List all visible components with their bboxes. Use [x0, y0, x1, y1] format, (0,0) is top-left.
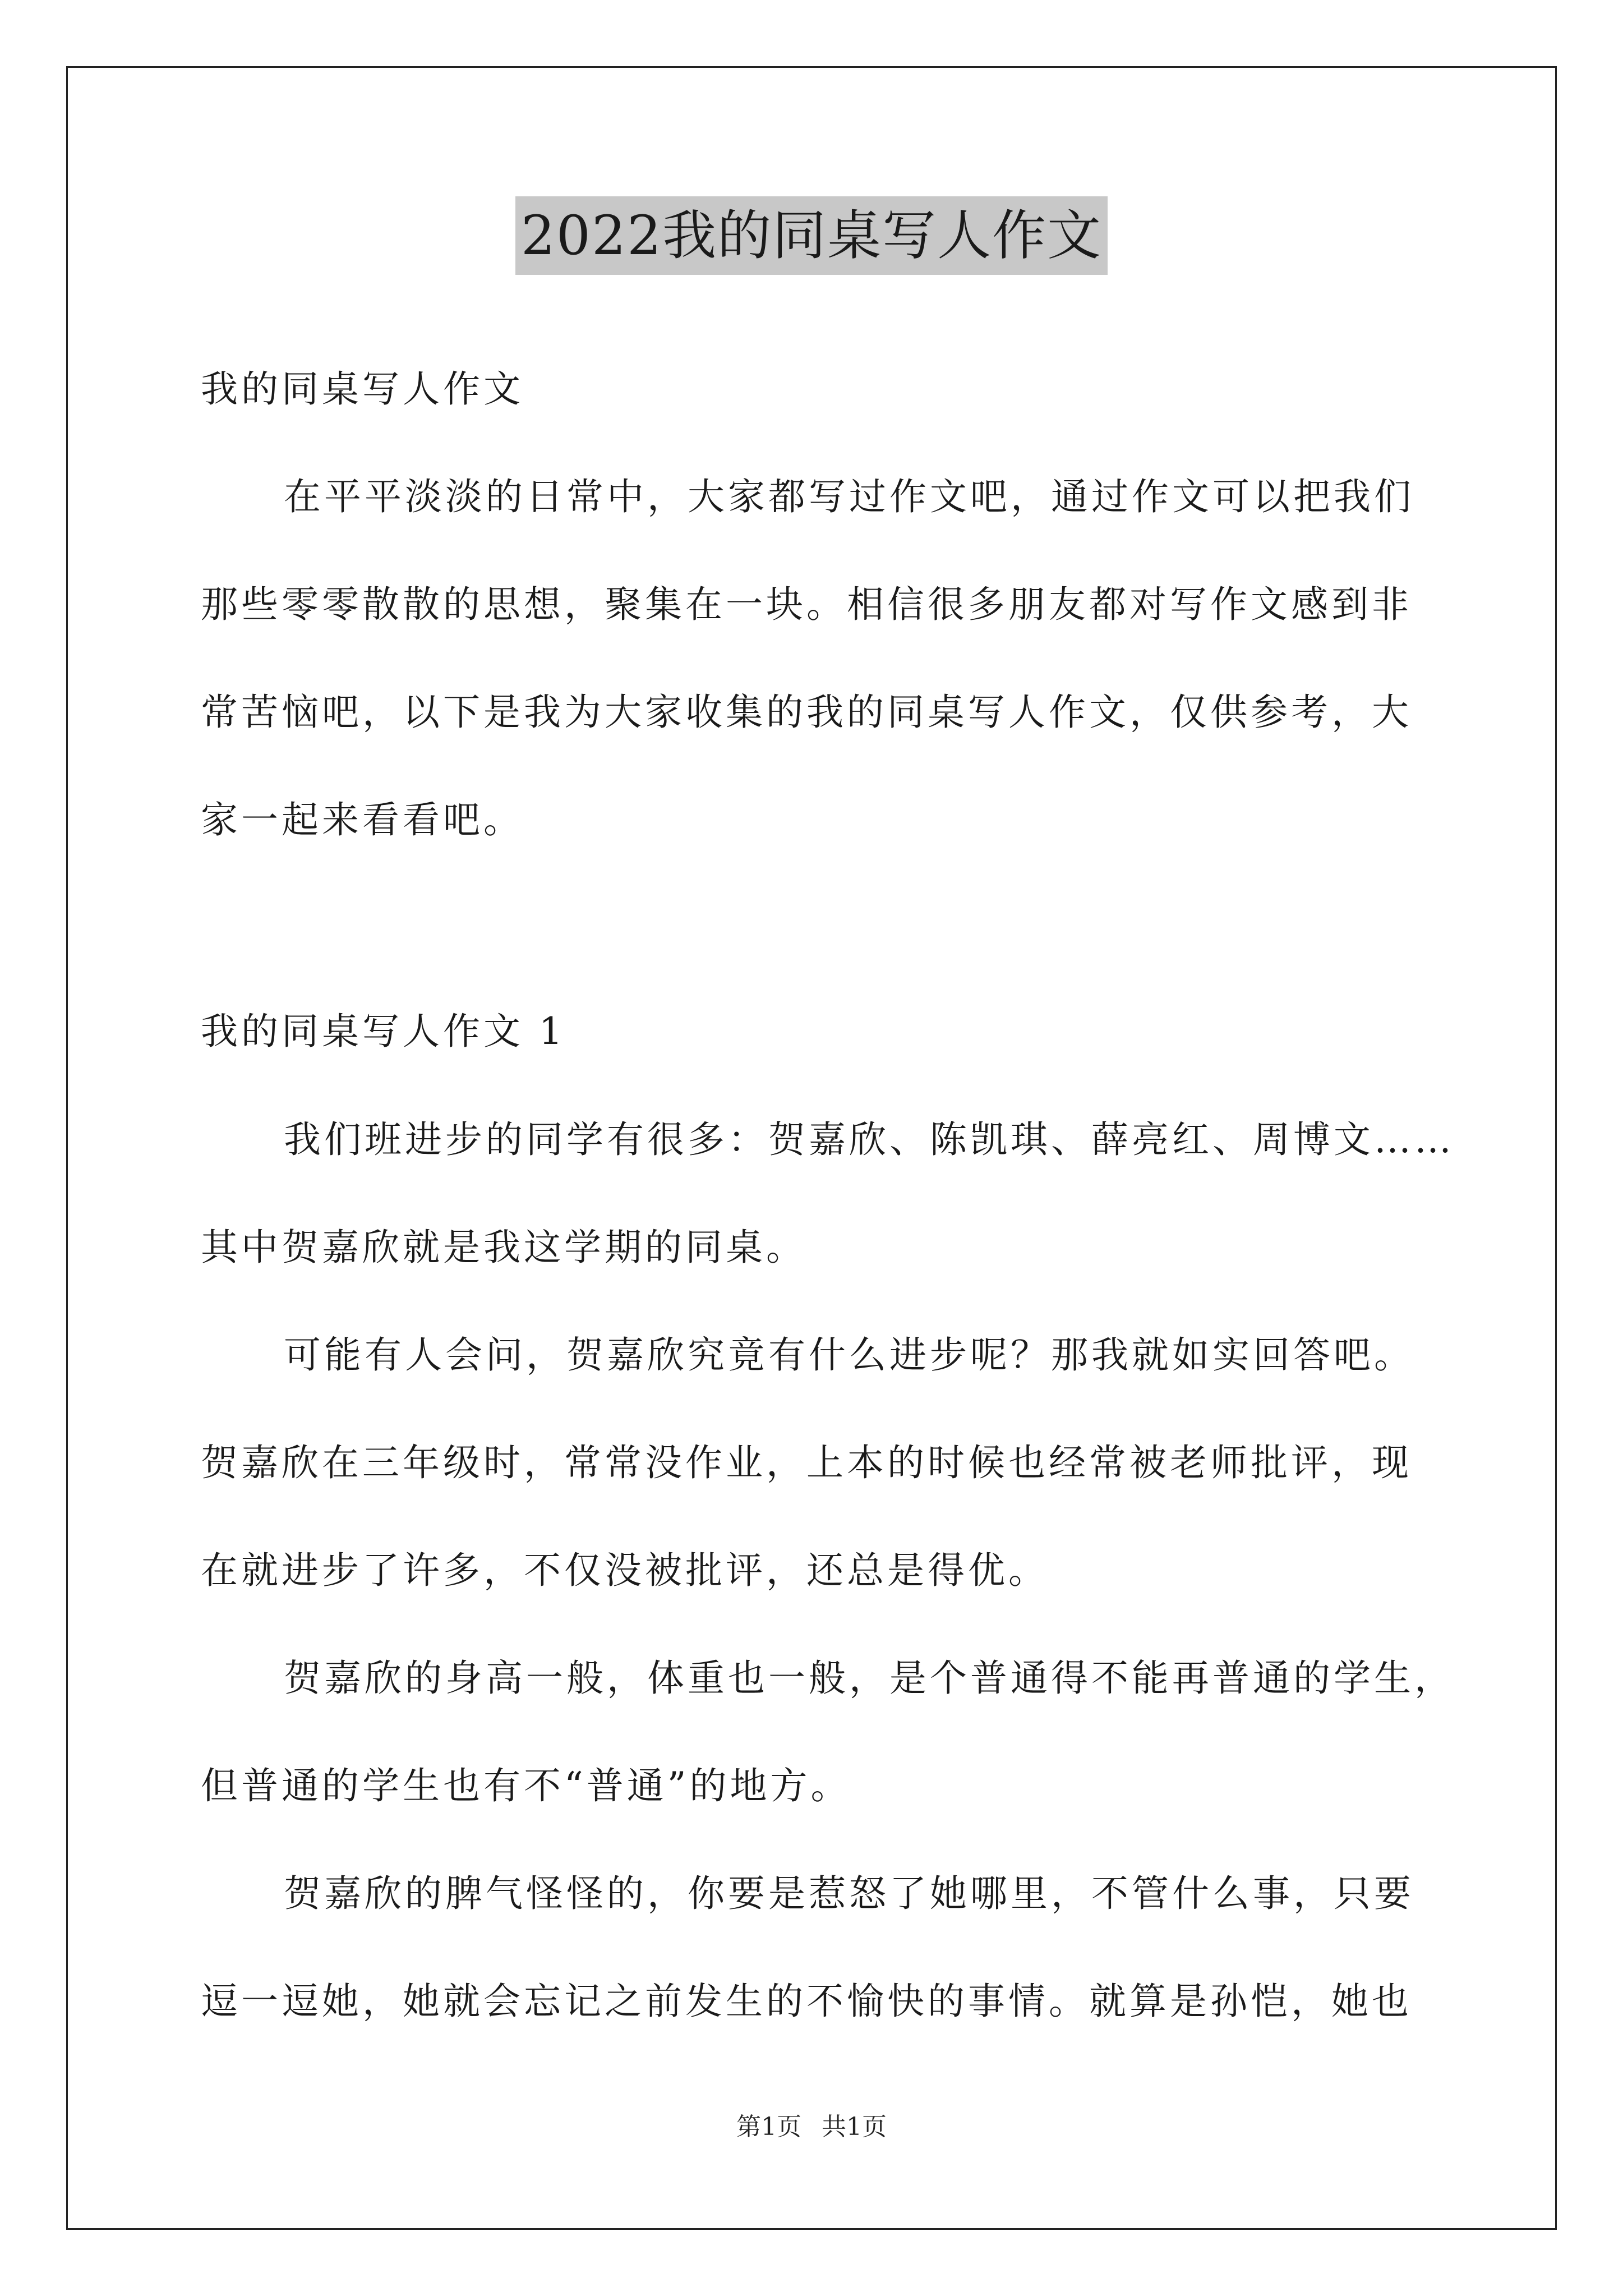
body-line: 在就进步了许多，不仅没被批评，还总是得优。	[201, 1549, 1049, 1592]
intro-line: 那些零零散散的思想，聚集在一块。相信很多朋友都对写作文感到非	[201, 583, 1412, 626]
intro-line: 常苦恼吧，以下是我为大家收集的我的同桌写人作文，仅供参考，大	[201, 691, 1412, 734]
intro-line: 在平平淡淡的日常中，大家都写过作文吧，通过作文可以把我们	[284, 475, 1414, 518]
body-line: 逗一逗她，她就会忘记之前发生的不愉快的事情。就算是孙恺，她也	[201, 1980, 1412, 2023]
document-title: 2022我的同桌写人作文	[515, 196, 1108, 275]
page-number: 第1页	[736, 2113, 801, 2141]
section-heading: 我的同桌写人作文 1	[201, 1010, 566, 1053]
page-total: 共1页	[822, 2113, 887, 2141]
body-line: 其中贺嘉欣就是我这学期的同桌。	[201, 1226, 806, 1269]
title-block	[0, 196, 1623, 275]
body-line: 贺嘉欣的脾气怪怪的，你要是惹怒了她哪里，不管什么事，只要	[284, 1872, 1414, 1915]
body-line: 贺嘉欣在三年级时，常常没作业，上本的时候也经常被老师批评，现	[201, 1441, 1412, 1484]
page-footer	[0, 2106, 1623, 2142]
body-line: 贺嘉欣的身高一般，体重也一般，是个普通得不能再普通的学生，	[284, 1657, 1455, 1700]
subheading: 我的同桌写人作文	[201, 367, 524, 411]
body-line: 我们班进步的同学有很多：贺嘉欣、陈凯琪、薛亮红、周博文……	[284, 1118, 1455, 1161]
body-line: 可能有人会问，贺嘉欣究竟有什么进步呢？那我就如实回答吧。	[284, 1333, 1414, 1377]
body-line: 但普通的学生也有不“普通”的地方。	[201, 1764, 851, 1807]
intro-line: 家一起来看看吧。	[201, 798, 524, 841]
